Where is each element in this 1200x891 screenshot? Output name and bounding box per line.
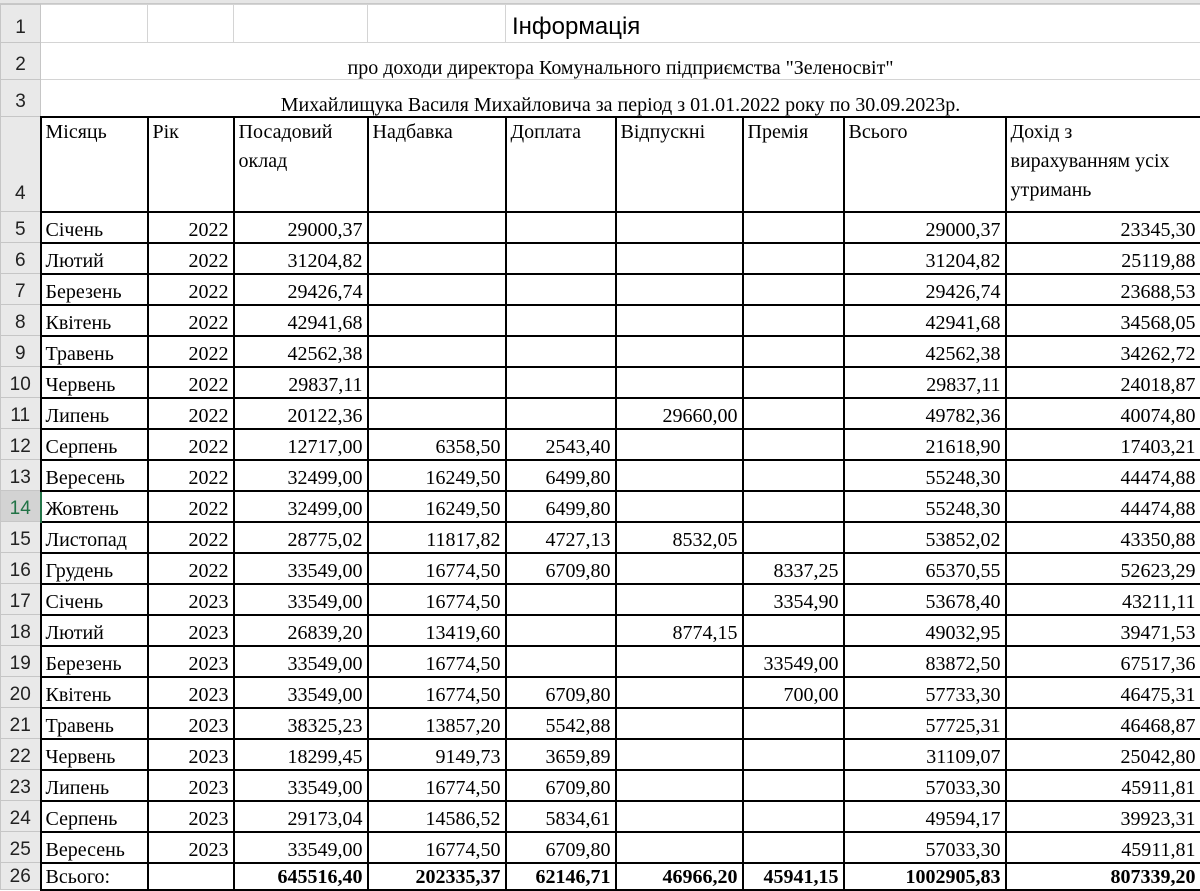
- table-row: [1, 212, 1200, 243]
- cell[interactable]: 20122,36: [234, 398, 368, 429]
- title-row: [1, 5, 1200, 43]
- table-row: [1, 739, 1200, 770]
- subtitle-line-2[interactable]: Михайлищука Василя Михайловича за період з 01.01.2022 року по 30.09.2023р.: [41, 80, 1200, 117]
- cell[interactable]: 49782,36: [844, 398, 1006, 429]
- cell[interactable]: 46475,31: [1006, 677, 1200, 708]
- cell[interactable]: 55248,30: [844, 460, 1006, 491]
- cell[interactable]: 2023: [148, 708, 234, 739]
- cell[interactable]: [743, 491, 844, 522]
- table-row: [1, 801, 1200, 832]
- income-spreadsheet: [0, 4, 1200, 891]
- cell[interactable]: [616, 739, 743, 770]
- cell[interactable]: Березень: [41, 274, 148, 305]
- cell[interactable]: Травень: [41, 708, 148, 739]
- cell[interactable]: 16774,50: [368, 677, 506, 708]
- cell[interactable]: 39923,31: [1006, 801, 1200, 832]
- cell[interactable]: [616, 491, 743, 522]
- table-row: [1, 336, 1200, 367]
- cell[interactable]: [743, 305, 844, 336]
- cell[interactable]: 57725,31: [844, 708, 1006, 739]
- cell[interactable]: [368, 398, 506, 429]
- cell[interactable]: 42562,38: [234, 336, 368, 367]
- cell[interactable]: 2022: [148, 336, 234, 367]
- subtitle-row-1: [1, 43, 1200, 80]
- row-header[interactable]: 23: [1, 770, 41, 801]
- table-row: [1, 274, 1200, 305]
- cell[interactable]: 6709,80: [506, 770, 616, 801]
- cell[interactable]: 2023: [148, 801, 234, 832]
- cell[interactable]: Червень: [41, 367, 148, 398]
- row-header[interactable]: 10: [1, 367, 41, 398]
- cell[interactable]: Липень: [41, 770, 148, 801]
- cell[interactable]: 23688,53: [1006, 274, 1200, 305]
- cell[interactable]: 24018,87: [1006, 367, 1200, 398]
- cell[interactable]: [506, 243, 616, 274]
- cell[interactable]: 33549,00: [743, 646, 844, 677]
- cell[interactable]: [743, 429, 844, 460]
- cell[interactable]: 6709,80: [506, 677, 616, 708]
- cell[interactable]: 34262,72: [1006, 336, 1200, 367]
- cell[interactable]: [616, 801, 743, 832]
- cell[interactable]: 29837,11: [844, 367, 1006, 398]
- cell[interactable]: 2022: [148, 491, 234, 522]
- cell[interactable]: 49032,95: [844, 615, 1006, 646]
- cell[interactable]: 5542,88: [506, 708, 616, 739]
- cell[interactable]: 67517,36: [1006, 646, 1200, 677]
- row-header[interactable]: 1: [1, 5, 41, 43]
- cell[interactable]: 32499,00: [234, 491, 368, 522]
- cell[interactable]: Квітень: [41, 305, 148, 336]
- cell[interactable]: [616, 584, 743, 615]
- cell[interactable]: [616, 429, 743, 460]
- cell[interactable]: 55248,30: [844, 491, 1006, 522]
- table-row: [1, 398, 1200, 429]
- column-header[interactable]: Посадовий оклад: [234, 117, 368, 212]
- cell[interactable]: Вересень: [41, 832, 148, 863]
- cell[interactable]: 3354,90: [743, 584, 844, 615]
- cell[interactable]: Серпень: [41, 429, 148, 460]
- row-header[interactable]: 12: [1, 429, 41, 460]
- cell[interactable]: 16774,50: [368, 770, 506, 801]
- row-header[interactable]: 7: [1, 274, 41, 305]
- cell[interactable]: 32499,00: [234, 460, 368, 491]
- cell[interactable]: 44474,88: [1006, 491, 1200, 522]
- cell[interactable]: [368, 367, 506, 398]
- cell[interactable]: [743, 770, 844, 801]
- row-header[interactable]: 25: [1, 832, 41, 863]
- cell[interactable]: 2022: [148, 274, 234, 305]
- cell[interactable]: Квітень: [41, 677, 148, 708]
- table-row: [1, 615, 1200, 646]
- table-row: [1, 305, 1200, 336]
- table-row: [1, 522, 1200, 553]
- cell[interactable]: Січень: [41, 584, 148, 615]
- cell[interactable]: [506, 212, 616, 243]
- cell[interactable]: 29426,74: [234, 274, 368, 305]
- column-header[interactable]: Доплата: [506, 117, 616, 212]
- cell[interactable]: [616, 553, 743, 584]
- cell[interactable]: [743, 708, 844, 739]
- cell[interactable]: [616, 677, 743, 708]
- cell[interactable]: [41, 5, 148, 43]
- column-header[interactable]: Надбавка: [368, 117, 506, 212]
- row-header[interactable]: 26: [1, 863, 41, 890]
- row-header[interactable]: 20: [1, 677, 41, 708]
- table-row: [1, 677, 1200, 708]
- cell[interactable]: 2543,40: [506, 429, 616, 460]
- cell[interactable]: 29173,04: [234, 801, 368, 832]
- cell[interactable]: 57733,30: [844, 677, 1006, 708]
- row-header[interactable]: 5: [1, 212, 41, 243]
- cell[interactable]: 42941,68: [844, 305, 1006, 336]
- cell[interactable]: 45911,81: [1006, 770, 1200, 801]
- table-row: [1, 429, 1200, 460]
- row-header[interactable]: 17: [1, 584, 41, 615]
- cell[interactable]: [743, 739, 844, 770]
- cell[interactable]: [616, 708, 743, 739]
- cell[interactable]: 40074,80: [1006, 398, 1200, 429]
- cell[interactable]: 83872,50: [844, 646, 1006, 677]
- row-header[interactable]: 4: [1, 117, 41, 212]
- cell[interactable]: 2022: [148, 243, 234, 274]
- cell[interactable]: 807339,20: [1006, 863, 1200, 890]
- cell[interactable]: 31109,07: [844, 739, 1006, 770]
- cell[interactable]: 23345,30: [1006, 212, 1200, 243]
- cell[interactable]: 38325,23: [234, 708, 368, 739]
- table-row: [1, 460, 1200, 491]
- cell[interactable]: [148, 5, 234, 43]
- cell[interactable]: 31204,82: [844, 243, 1006, 274]
- cell[interactable]: 43211,11: [1006, 584, 1200, 615]
- row-header[interactable]: 13: [1, 460, 41, 491]
- cell[interactable]: 13419,60: [368, 615, 506, 646]
- column-header[interactable]: Премія: [743, 117, 844, 212]
- cell[interactable]: [743, 615, 844, 646]
- cell[interactable]: Лютий: [41, 615, 148, 646]
- cell[interactable]: 16774,50: [368, 646, 506, 677]
- cell[interactable]: 6499,80: [506, 491, 616, 522]
- cell[interactable]: 14586,52: [368, 801, 506, 832]
- cell[interactable]: 31204,82: [234, 243, 368, 274]
- cell[interactable]: 2022: [148, 460, 234, 491]
- cell[interactable]: 16249,50: [368, 491, 506, 522]
- cell[interactable]: 16774,50: [368, 584, 506, 615]
- cell[interactable]: 33549,00: [234, 646, 368, 677]
- cell[interactable]: 29837,11: [234, 367, 368, 398]
- cell[interactable]: [616, 770, 743, 801]
- row-header[interactable]: 2: [1, 43, 41, 80]
- cell[interactable]: [743, 243, 844, 274]
- cell[interactable]: 2022: [148, 367, 234, 398]
- cell[interactable]: 46966,20: [616, 863, 743, 890]
- cell[interactable]: Жовтень: [41, 491, 148, 522]
- cell[interactable]: 16774,50: [368, 832, 506, 863]
- cell[interactable]: [743, 832, 844, 863]
- cell[interactable]: 53678,40: [844, 584, 1006, 615]
- cell[interactable]: 52623,29: [1006, 553, 1200, 584]
- cell[interactable]: [743, 212, 844, 243]
- cell[interactable]: [616, 336, 743, 367]
- cell[interactable]: [616, 274, 743, 305]
- cell[interactable]: Грудень: [41, 553, 148, 584]
- cell[interactable]: 46468,87: [1006, 708, 1200, 739]
- cell[interactable]: [506, 367, 616, 398]
- cell[interactable]: [506, 398, 616, 429]
- cell[interactable]: 43350,88: [1006, 522, 1200, 553]
- cell[interactable]: 11817,82: [368, 522, 506, 553]
- table-row: [1, 770, 1200, 801]
- cell[interactable]: 57033,30: [844, 770, 1006, 801]
- cell[interactable]: 28775,02: [234, 522, 368, 553]
- cell[interactable]: 645516,40: [234, 863, 368, 890]
- cell[interactable]: 16249,50: [368, 460, 506, 491]
- cell[interactable]: 49594,17: [844, 801, 1006, 832]
- cell[interactable]: 8337,25: [743, 553, 844, 584]
- cell[interactable]: 9149,73: [368, 739, 506, 770]
- cell[interactable]: 2023: [148, 739, 234, 770]
- cell[interactable]: 2022: [148, 429, 234, 460]
- cell[interactable]: 25042,80: [1006, 739, 1200, 770]
- column-header[interactable]: Дохід з вирахуванням усіх утримань: [1006, 117, 1200, 212]
- cell[interactable]: 4727,13: [506, 522, 616, 553]
- cell[interactable]: 33549,00: [234, 832, 368, 863]
- cell[interactable]: 2022: [148, 212, 234, 243]
- cell[interactable]: 16774,50: [368, 553, 506, 584]
- cell[interactable]: 2022: [148, 553, 234, 584]
- table-row: [1, 584, 1200, 615]
- cell[interactable]: [616, 832, 743, 863]
- row-header[interactable]: 6: [1, 243, 41, 274]
- cell[interactable]: [616, 243, 743, 274]
- row-header[interactable]: 14: [1, 491, 41, 522]
- totals-row: [1, 863, 1200, 890]
- row-header[interactable]: 11: [1, 398, 41, 429]
- cell[interactable]: Січень: [41, 212, 148, 243]
- cell[interactable]: 33549,00: [234, 553, 368, 584]
- cell[interactable]: 33549,00: [234, 770, 368, 801]
- cell[interactable]: 29000,37: [844, 212, 1006, 243]
- column-header[interactable]: Всього: [844, 117, 1006, 212]
- subtitle-row-2: [1, 80, 1200, 117]
- row-header[interactable]: 15: [1, 522, 41, 553]
- cell[interactable]: Травень: [41, 336, 148, 367]
- cell[interactable]: 45911,81: [1006, 832, 1200, 863]
- cell[interactable]: [616, 305, 743, 336]
- cell[interactable]: [368, 305, 506, 336]
- cell[interactable]: 39471,53: [1006, 615, 1200, 646]
- subtitle-line-1[interactable]: про доходи директора Комунального підприємства "Зеленосвіт": [41, 43, 1200, 80]
- cell[interactable]: Всього:: [41, 863, 148, 890]
- cell[interactable]: Березень: [41, 646, 148, 677]
- row-header[interactable]: 24: [1, 801, 41, 832]
- cell[interactable]: [616, 212, 743, 243]
- cell[interactable]: 34568,05: [1006, 305, 1200, 336]
- cell[interactable]: [616, 460, 743, 491]
- cell[interactable]: [148, 863, 234, 890]
- cell[interactable]: 2023: [148, 677, 234, 708]
- cell[interactable]: 33549,00: [234, 584, 368, 615]
- cell[interactable]: Вересень: [41, 460, 148, 491]
- cell[interactable]: 2022: [148, 522, 234, 553]
- cell[interactable]: [743, 460, 844, 491]
- cell[interactable]: 45941,15: [743, 863, 844, 890]
- cell[interactable]: [743, 398, 844, 429]
- cell[interactable]: [616, 646, 743, 677]
- cell[interactable]: 2023: [148, 832, 234, 863]
- cell[interactable]: [743, 367, 844, 398]
- cell[interactable]: 18299,45: [234, 739, 368, 770]
- cell[interactable]: [368, 274, 506, 305]
- cell[interactable]: 17403,21: [1006, 429, 1200, 460]
- cell[interactable]: [506, 615, 616, 646]
- cell[interactable]: 42941,68: [234, 305, 368, 336]
- row-header[interactable]: 18: [1, 615, 41, 646]
- cell[interactable]: Лютий: [41, 243, 148, 274]
- cell[interactable]: [506, 584, 616, 615]
- table-row: [1, 367, 1200, 398]
- cell[interactable]: [743, 274, 844, 305]
- row-header[interactable]: 19: [1, 646, 41, 677]
- cell[interactable]: [506, 646, 616, 677]
- table-row: [1, 832, 1200, 863]
- table-row: [1, 646, 1200, 677]
- cell[interactable]: 2023: [148, 770, 234, 801]
- column-header[interactable]: Місяць: [41, 117, 148, 212]
- cell[interactable]: 202335,37: [368, 863, 506, 890]
- cell[interactable]: [506, 336, 616, 367]
- column-header[interactable]: Відпускні: [616, 117, 743, 212]
- cell[interactable]: 6709,80: [506, 553, 616, 584]
- table-row: [1, 553, 1200, 584]
- cell[interactable]: 33549,00: [234, 677, 368, 708]
- cell[interactable]: 2023: [148, 584, 234, 615]
- cell[interactable]: 5834,61: [506, 801, 616, 832]
- cell[interactable]: [234, 5, 368, 43]
- cell[interactable]: 57033,30: [844, 832, 1006, 863]
- cell[interactable]: 8774,15: [616, 615, 743, 646]
- cell[interactable]: 42562,38: [844, 336, 1006, 367]
- cell[interactable]: 6499,80: [506, 460, 616, 491]
- cell[interactable]: 1002905,83: [844, 863, 1006, 890]
- cell[interactable]: 2022: [148, 305, 234, 336]
- header-row: [1, 117, 1200, 212]
- cell[interactable]: 65370,55: [844, 553, 1006, 584]
- cell[interactable]: 62146,71: [506, 863, 616, 890]
- row-header[interactable]: 9: [1, 336, 41, 367]
- cell[interactable]: 21618,90: [844, 429, 1006, 460]
- cell[interactable]: [743, 336, 844, 367]
- cell[interactable]: Листопад: [41, 522, 148, 553]
- cell[interactable]: [368, 212, 506, 243]
- cell[interactable]: 700,00: [743, 677, 844, 708]
- cell[interactable]: [743, 801, 844, 832]
- cell[interactable]: [368, 336, 506, 367]
- cell[interactable]: Серпень: [41, 801, 148, 832]
- cell[interactable]: [368, 243, 506, 274]
- cell[interactable]: 6709,80: [506, 832, 616, 863]
- cell[interactable]: Липень: [41, 398, 148, 429]
- cell[interactable]: 2022: [148, 398, 234, 429]
- row-header[interactable]: 21: [1, 708, 41, 739]
- row-header[interactable]: 3: [1, 80, 41, 117]
- row-header[interactable]: 22: [1, 739, 41, 770]
- cell[interactable]: 12717,00: [234, 429, 368, 460]
- cell[interactable]: 29660,00: [616, 398, 743, 429]
- cell[interactable]: 2023: [148, 646, 234, 677]
- row-header[interactable]: 16: [1, 553, 41, 584]
- cell[interactable]: 26839,20: [234, 615, 368, 646]
- cell[interactable]: 8532,05: [616, 522, 743, 553]
- cell[interactable]: [506, 305, 616, 336]
- table-row: [1, 708, 1200, 739]
- cell[interactable]: [616, 367, 743, 398]
- cell[interactable]: 25119,88: [1006, 243, 1200, 274]
- cell[interactable]: 53852,02: [844, 522, 1006, 553]
- cell[interactable]: 2023: [148, 615, 234, 646]
- cell[interactable]: 29000,37: [234, 212, 368, 243]
- cell[interactable]: Червень: [41, 739, 148, 770]
- sheet-title[interactable]: Інформація: [506, 5, 1200, 43]
- column-header[interactable]: Рік: [148, 117, 234, 212]
- cell[interactable]: 6358,50: [368, 429, 506, 460]
- table-row: [1, 491, 1200, 522]
- cell[interactable]: 29426,74: [844, 274, 1006, 305]
- table-row: [1, 243, 1200, 274]
- cell[interactable]: [506, 274, 616, 305]
- row-header[interactable]: 8: [1, 305, 41, 336]
- cell[interactable]: [368, 5, 506, 43]
- cell[interactable]: 13857,20: [368, 708, 506, 739]
- cell[interactable]: [743, 522, 844, 553]
- cell[interactable]: 44474,88: [1006, 460, 1200, 491]
- cell[interactable]: 3659,89: [506, 739, 616, 770]
